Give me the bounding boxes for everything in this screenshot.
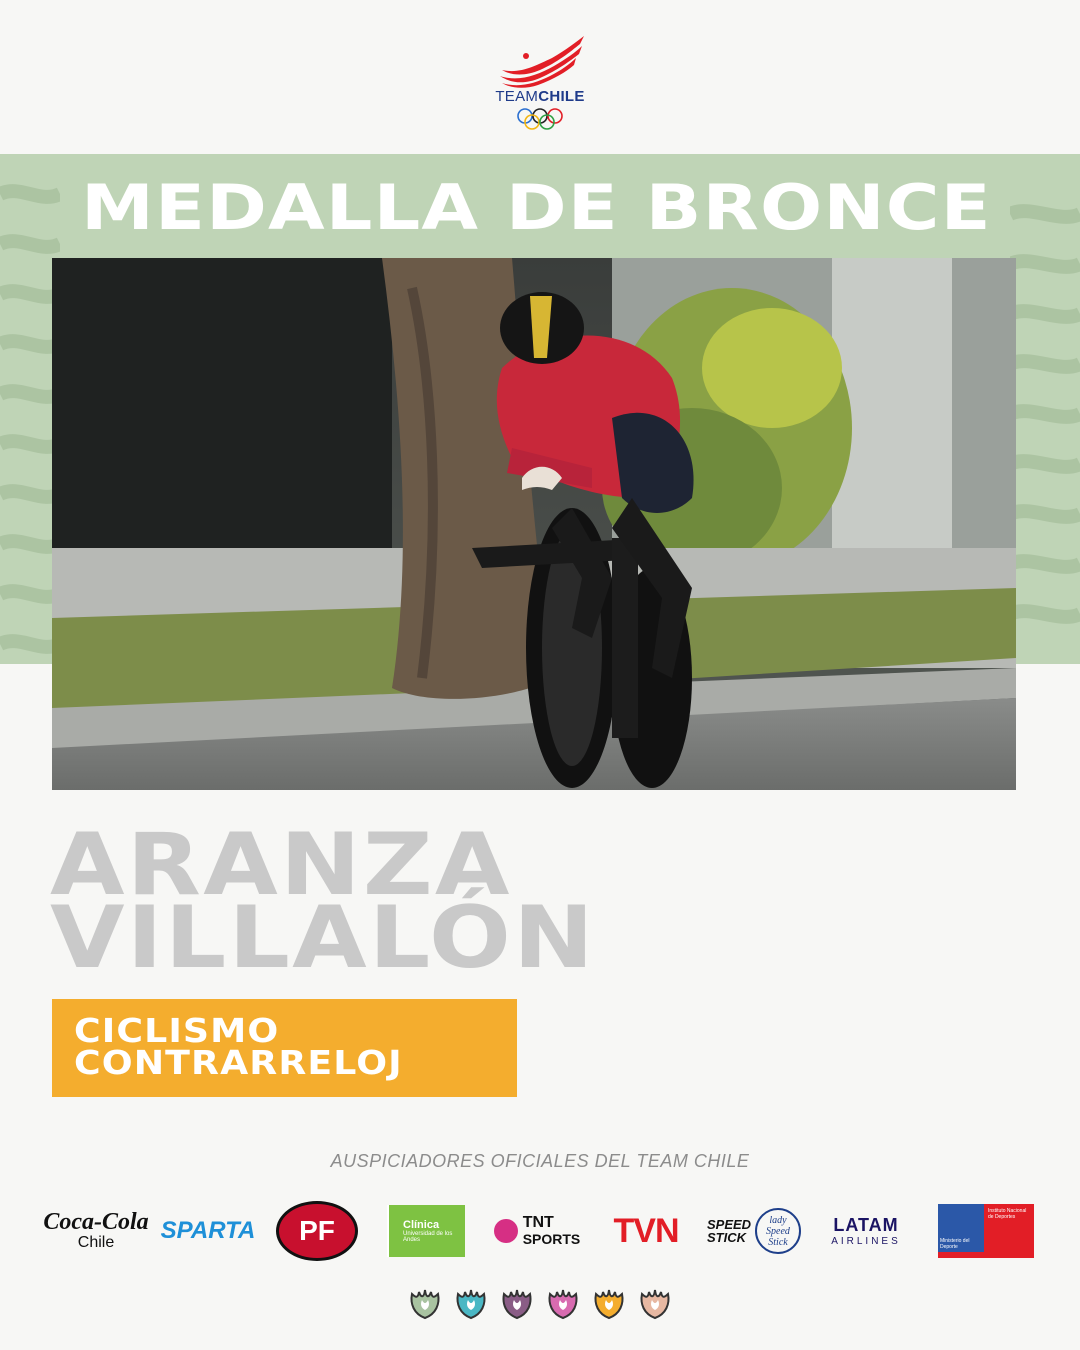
sponsor-coca-cola: Coca-Cola Chile: [43, 1209, 149, 1251]
sponsor-pf: PF: [276, 1200, 358, 1262]
sponsor-latam: LATAM AIRLINES: [831, 1215, 901, 1247]
sponsor-tnt-sports: TNT SPORTS: [488, 1200, 586, 1262]
sport-event: CONTRARRELOJ: [74, 1043, 403, 1082]
sponsor-clinica-uandes: Clínica Universidad de los Andes: [386, 1200, 466, 1262]
sponsor-tvn: TVN: [613, 1211, 679, 1250]
sponsor-ministerio-deporte: Ministerio del Deporte Instituto Nacional de Deportes: [938, 1200, 1034, 1262]
paw-icon-plum: [498, 1280, 536, 1320]
medal-headline: MEDALLA DE BRONCE: [80, 171, 992, 244]
paw-icon-sage: [406, 1280, 444, 1320]
cyclist-photo: [52, 258, 1016, 790]
team-chile-logo: [480, 30, 600, 138]
sponsor-sparta: SPARTA: [160, 1217, 256, 1244]
paw-icon-pink: [544, 1280, 582, 1320]
tnt-circle-icon: [494, 1219, 518, 1243]
athlete-last-name: VILLALÓN: [50, 888, 597, 988]
athlete-first-name: ARANZA: [50, 815, 512, 915]
paw-icon-peach: [636, 1280, 674, 1320]
team-chile-wordmark: TEAMCHILE: [495, 88, 585, 105]
sponsor-speed-stick: SPEED STICK lady Speed Stick: [706, 1200, 802, 1262]
sponsors-title: AUSPICIADORES OFICIALES DEL TEAM CHILE: [330, 1151, 750, 1171]
sport-discipline: CICLISMO: [74, 1011, 280, 1050]
paw-icon-teal: [452, 1280, 490, 1320]
paw-icon-yellow: [590, 1280, 628, 1320]
sport-badge: [52, 999, 517, 1097]
